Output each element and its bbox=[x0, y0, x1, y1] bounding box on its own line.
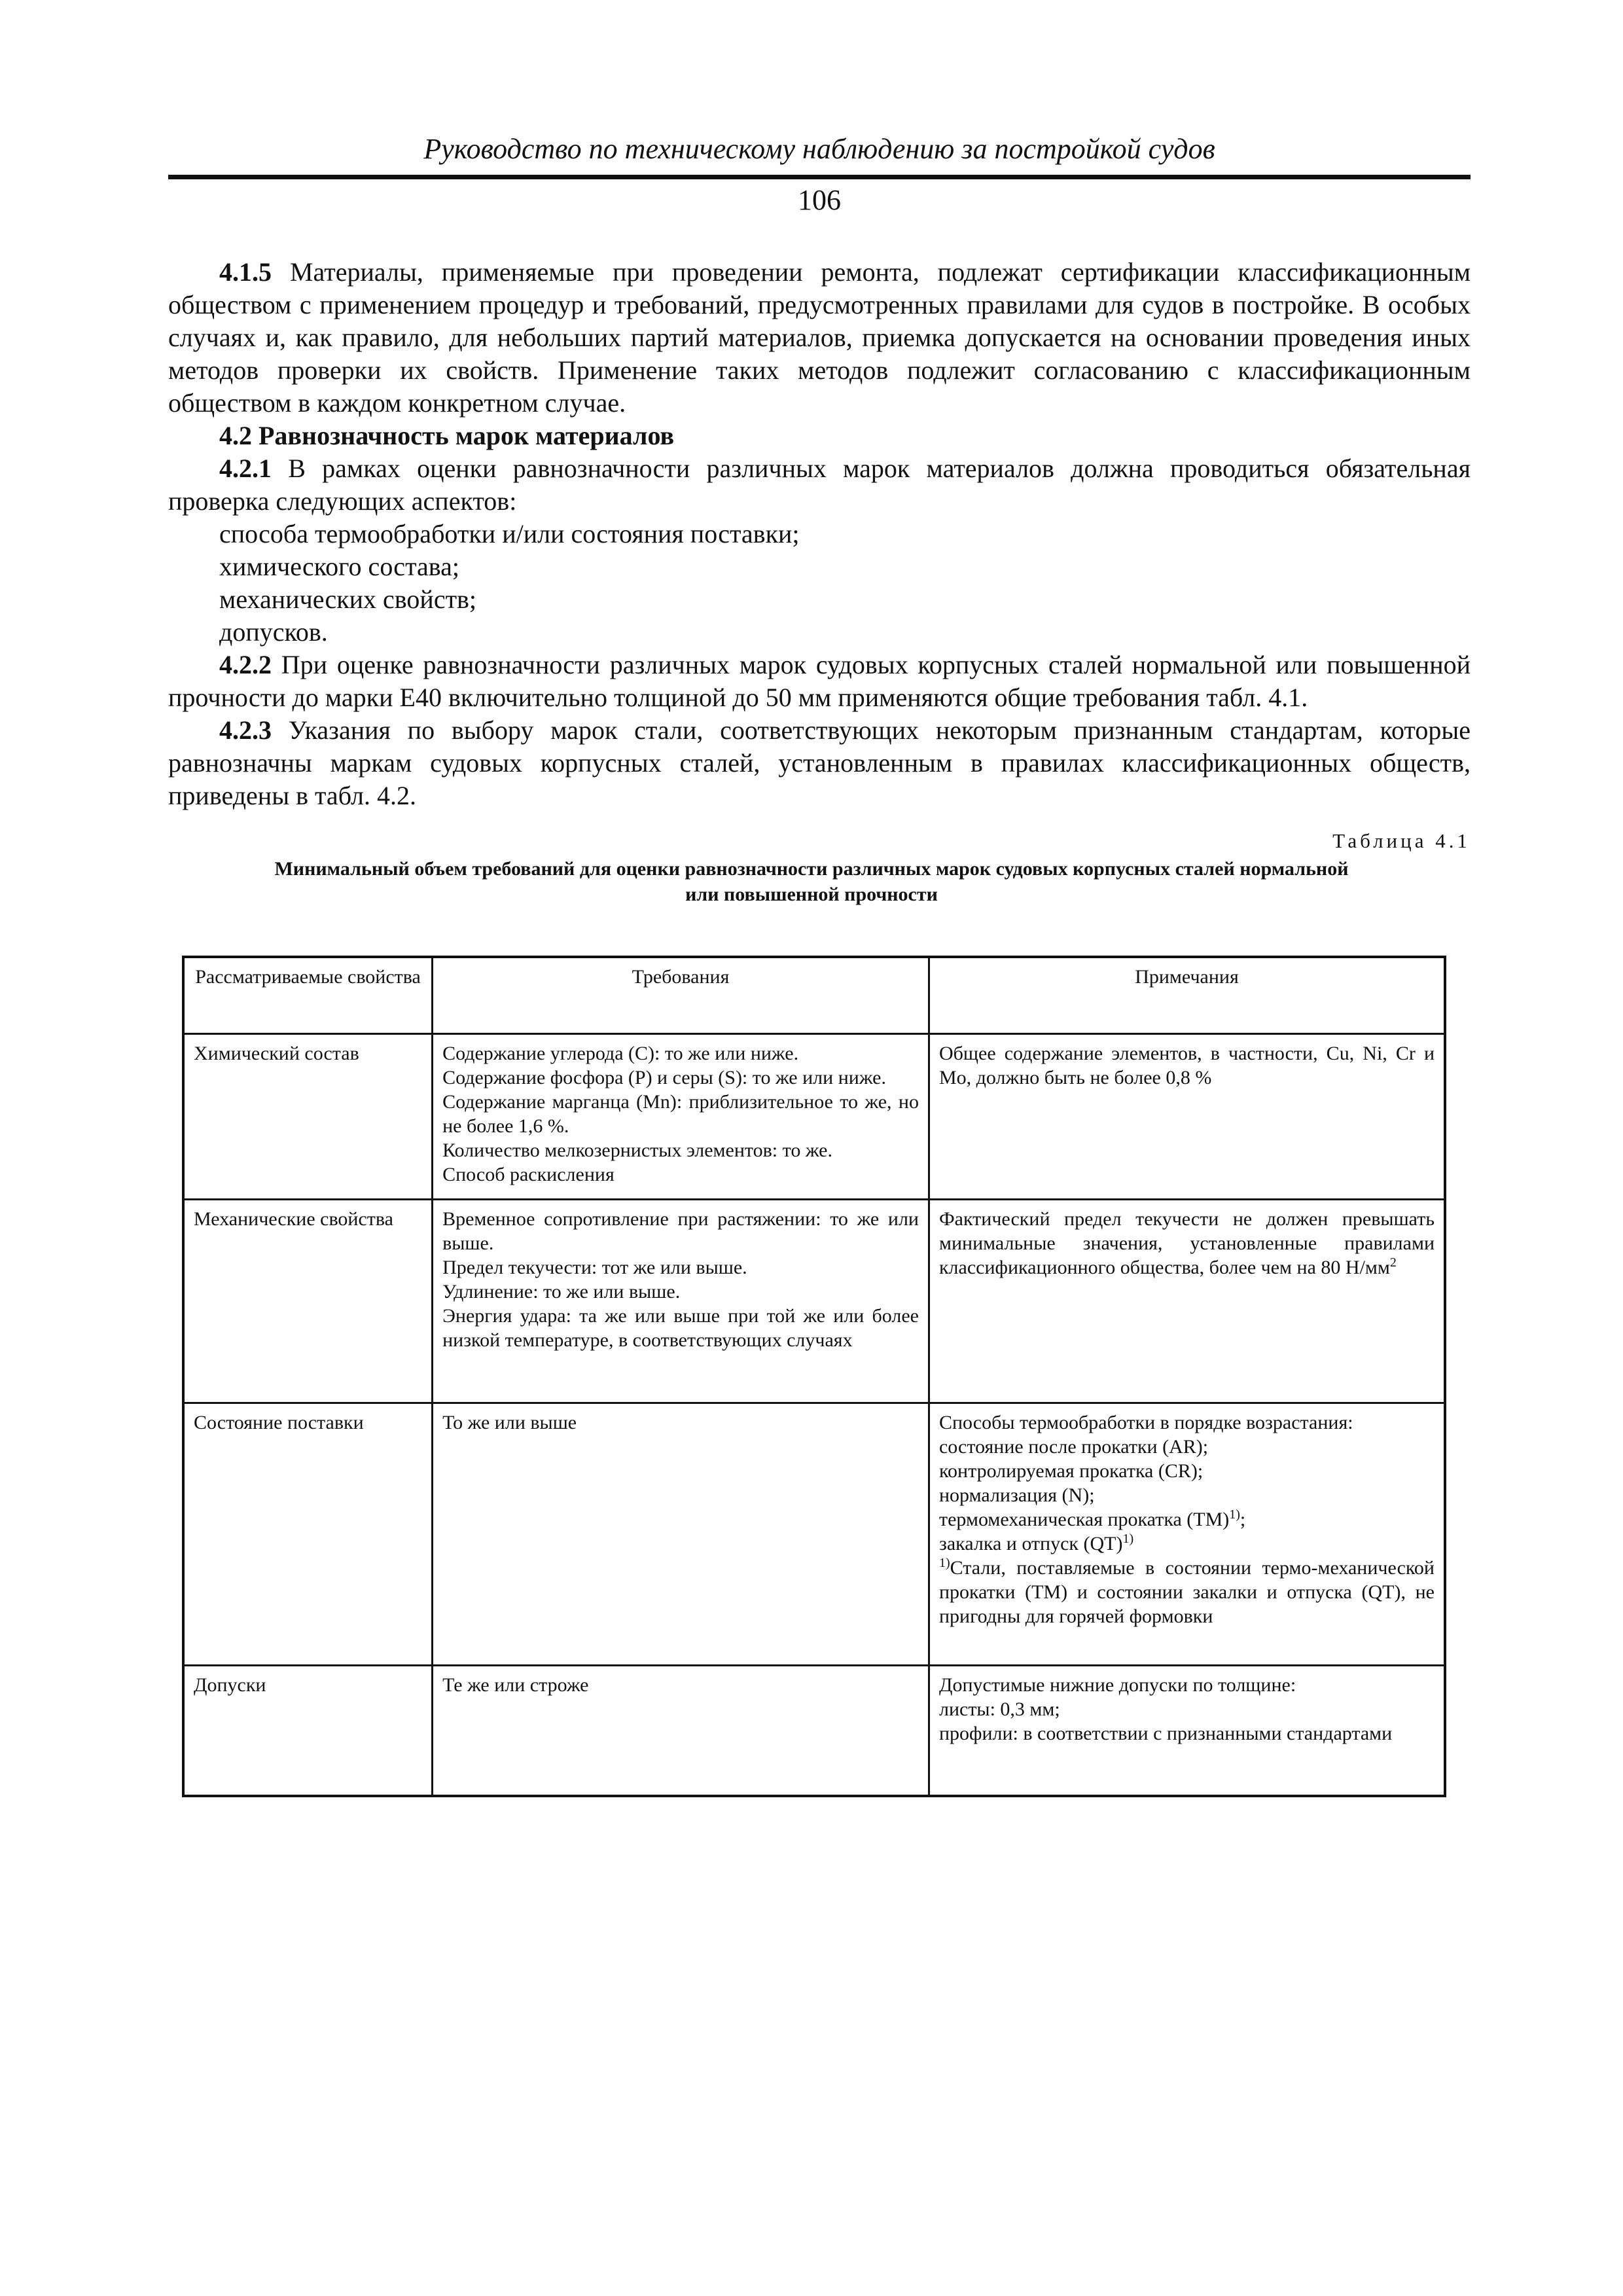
requirement-line: Содержание марганца (Mn): приблизительное то же, но не более 1,6 %. bbox=[442, 1091, 919, 1137]
requirement-line: Содержание углерода (С): то же или ниже. bbox=[442, 1043, 799, 1064]
paragraph-4-2-3 bbox=[168, 714, 1471, 812]
requirement-line: Содержание фосфора (Р) и серы (S): то же или ниже. bbox=[442, 1067, 886, 1088]
requirement-line: Количество мелкозернистых элементов: то же. bbox=[442, 1139, 832, 1161]
requirements-cell bbox=[433, 1666, 929, 1797]
clause-number: 4.2.3 bbox=[219, 715, 272, 745]
note-line bbox=[939, 1207, 1435, 1280]
note-line: Допустимые нижние допуски по толщине: bbox=[938, 1674, 1296, 1696]
table-title bbox=[196, 856, 1427, 907]
column-header: Рассматриваемые свойства bbox=[183, 957, 433, 1034]
header-rule bbox=[168, 175, 1471, 179]
table-row bbox=[183, 1666, 1445, 1797]
notes-cell bbox=[929, 1200, 1445, 1403]
notes-cell bbox=[929, 1034, 1445, 1200]
table-title-line: Минимальный объем требований для оценки равнозначности различных марок судовых корпусных сталей нормальной bbox=[274, 858, 1349, 880]
requirement-line: Временное сопротивление при растяжении: то же или выше. bbox=[442, 1208, 919, 1254]
requirements-cell bbox=[433, 1200, 929, 1403]
table-title-line: или повышенной прочности bbox=[685, 884, 938, 905]
requirement-line: Предел текучести: тот же или выше. bbox=[442, 1257, 747, 1278]
requirement-line: Удлинение: то же или выше. bbox=[442, 1281, 681, 1302]
note-text: Фактический предел текучести не должен превышать минимальные значения, установленные правилами классификационного общества, более чем на 80 Н/мм bbox=[938, 1208, 1435, 1278]
note-line: Способы термообработки в порядке возрастания: bbox=[938, 1412, 1353, 1433]
paragraph-4-2-2 bbox=[168, 649, 1471, 714]
table-caption: Таблица 4.1 bbox=[1332, 829, 1471, 852]
property-cell: Химический состав bbox=[183, 1034, 433, 1200]
table-row bbox=[183, 1403, 1445, 1666]
paragraph-text: При оценке равнозначности различных марок судовых корпусных сталей нормальной или повышенной прочности до марки Е40 включительно толщиной до 50 мм применяются общие требования табл. 4.1. bbox=[168, 650, 1471, 712]
clause-number: 4.2.1 bbox=[219, 454, 272, 483]
note-line bbox=[939, 1507, 1435, 1532]
requirement-line: Способ раскисления bbox=[442, 1164, 615, 1185]
aspect-item: способа термообработки и/или состояния поставки; bbox=[219, 519, 800, 548]
page-number: 106 bbox=[798, 184, 841, 216]
section-heading-4-2 bbox=[168, 420, 1471, 452]
requirement-line: Те же или строже bbox=[442, 1674, 589, 1696]
superscript: 2 bbox=[1389, 1255, 1397, 1270]
note-line: листы: 0,3 мм; bbox=[938, 1698, 1060, 1720]
requirements-cell bbox=[433, 1403, 929, 1666]
equivalence-table bbox=[182, 956, 1446, 1797]
paragraph-4-2-1 bbox=[168, 452, 1471, 518]
notes-cell bbox=[929, 1403, 1445, 1666]
footnote-text: Стали, поставляемые в состоянии термо-механической прокатки (TM) и состоянии закалки и отпуска (QT), не пригодны для горячей формовки bbox=[938, 1557, 1435, 1627]
column-header: Примечания bbox=[929, 957, 1445, 1034]
aspect-item: химического состава; bbox=[219, 552, 460, 581]
column-header: Требования bbox=[433, 957, 929, 1034]
aspect-item: механических свойств; bbox=[219, 584, 477, 614]
section-heading: 4.2 Равнозначность марок материалов bbox=[219, 421, 675, 450]
paragraph-text: В рамках оценки равнозначности различных марок материалов должна проводиться обязательная проверка следующих аспектов: bbox=[168, 454, 1471, 516]
note-line: профили: в соответствии с признанными стандартами bbox=[938, 1723, 1393, 1744]
running-title: Руководство по техническому наблюдению за постройкой судов bbox=[423, 133, 1215, 165]
property-cell: Состояние поставки bbox=[183, 1403, 433, 1666]
body-text bbox=[168, 256, 1471, 812]
table-row bbox=[183, 1034, 1445, 1200]
clause-number: 4.1.5 bbox=[219, 257, 272, 287]
note-line: контролируемая прокатка (CR); bbox=[938, 1460, 1204, 1482]
note-text: термомеханическая прокатка (TM) bbox=[938, 1509, 1230, 1530]
footnote-mark: 1) bbox=[1122, 1532, 1134, 1546]
note-line: нормализация (N); bbox=[938, 1484, 1095, 1506]
footnote-mark: 1) bbox=[1229, 1507, 1240, 1522]
property-cell: Допуски bbox=[183, 1666, 433, 1797]
note-line bbox=[939, 1532, 1435, 1556]
clause-number: 4.2.2 bbox=[219, 650, 272, 679]
requirement-line: То же или выше bbox=[442, 1412, 577, 1433]
notes-cell bbox=[929, 1666, 1445, 1797]
requirement-line: Энергия удара: та же или выше при той же или более низкой температуре, в соответствующих случаях bbox=[442, 1305, 919, 1351]
property-cell: Механические свойства bbox=[183, 1200, 433, 1403]
note-line: состояние после прокатки (AR); bbox=[938, 1436, 1209, 1458]
footnote-mark: 1) bbox=[938, 1556, 950, 1570]
aspect-item: допусков. bbox=[219, 617, 328, 647]
paragraph-text: Материалы, применяемые при проведении ремонта, подлежат сертификации классификационным обществом с применением процедур и требований, предусмотренных правилами для судов в постройке. В особых случаях и, как правило, для небольших партий материалов, приемка допускается на основании проведения иных методов проверки их свойств. Применение таких методов подлежит согласованию с классификационным обществом в каждом конкретном случае. bbox=[168, 257, 1471, 418]
table-row bbox=[183, 1200, 1445, 1403]
paragraph-text: Указания по выбору марок стали, соответствующих некоторым признанным стандартам, которые равнозначны маркам судовых корпусных сталей, установленным в правилах классификационных обществ, приведены в табл. 4.2. bbox=[168, 715, 1471, 810]
note-text: ; bbox=[1240, 1509, 1246, 1530]
paragraph-4-1-5 bbox=[168, 256, 1471, 420]
note-text: закалка и отпуск (QT) bbox=[938, 1533, 1123, 1554]
note-line: Общее содержание элементов, в частности, Cu, Ni, Cr и Mo, должно быть не более 0,8 % bbox=[938, 1043, 1435, 1088]
table-header-row bbox=[183, 957, 1445, 1034]
footnote bbox=[939, 1556, 1435, 1628]
requirements-cell bbox=[433, 1034, 929, 1200]
